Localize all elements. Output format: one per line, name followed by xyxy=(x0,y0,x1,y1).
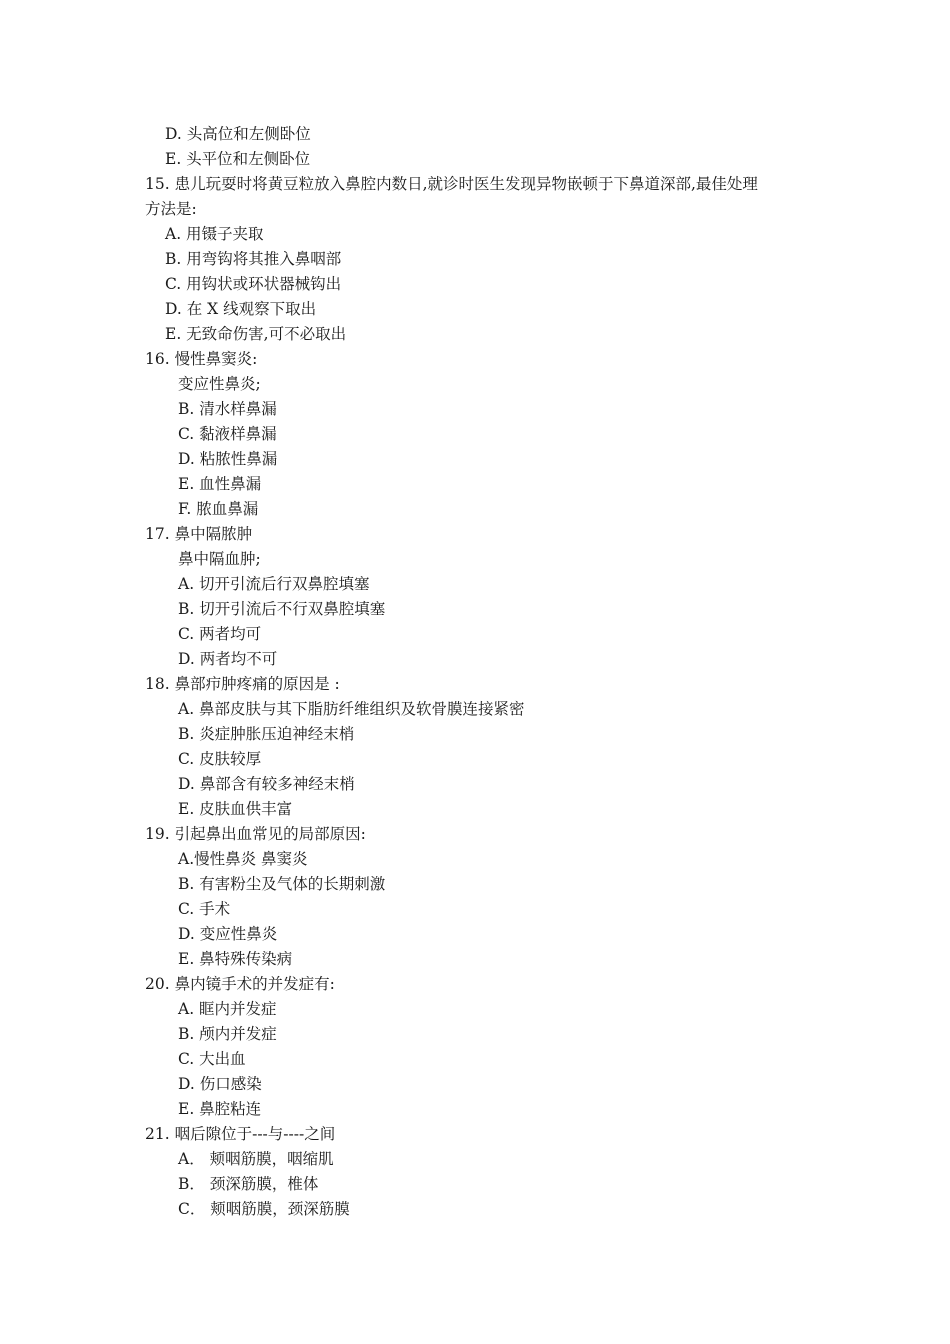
option-line: E. 血性鼻漏 xyxy=(178,475,262,493)
option-line: B. 有害粉尘及气体的长期刺激 xyxy=(178,875,386,893)
option-line: B. 用弯钩将其推入鼻咽部 xyxy=(165,250,342,268)
option-line: E. 头平位和左侧卧位 xyxy=(165,150,311,168)
option-line: A. 眶内并发症 xyxy=(178,1000,277,1018)
question-line: 21. 咽后隙位于---与----之间 xyxy=(145,1125,336,1143)
option-line: A. 鼻部皮肤与其下脂肪纤维组织及软骨膜连接紧密 xyxy=(178,700,525,718)
option-line: E. 鼻腔粘连 xyxy=(178,1100,262,1118)
option-line: B. 切开引流后不行双鼻腔填塞 xyxy=(178,600,386,618)
question-line: 19. 引起鼻出血常见的局部原因: xyxy=(145,825,366,843)
option-line: C. 手术 xyxy=(178,900,231,918)
option-line: C. 两者均可 xyxy=(178,625,262,643)
question-line: 20. 鼻内镜手术的并发症有: xyxy=(145,975,335,993)
option-line: D. 在 X 线观察下取出 xyxy=(165,300,317,318)
option-line: E. 鼻特殊传染病 xyxy=(178,950,293,968)
option-line: A.慢性鼻炎 鼻窦炎 xyxy=(178,850,308,868)
option-line: A. 用镊子夹取 xyxy=(165,225,264,243)
option-line: A. 切开引流后行双鼻腔填塞 xyxy=(178,575,370,593)
option-line: D. 变应性鼻炎 xyxy=(178,925,278,943)
option-line: B. 颅内并发症 xyxy=(178,1025,277,1043)
question-line: 15. 患儿玩耍时将黄豆粒放入鼻腔内数日,就诊时医生发现异物嵌顿于下鼻道深部,最佳处理 xyxy=(145,175,758,193)
question-line: 18. 鼻部疖肿疼痛的原因是 : xyxy=(145,675,340,693)
option-line: B. 清水样鼻漏 xyxy=(178,400,277,418)
option-line: C． 颊咽筋膜，颈深筋膜 xyxy=(178,1200,350,1218)
option-line: F. 脓血鼻漏 xyxy=(178,500,259,518)
option-line: A． 颊咽筋膜，咽缩肌 xyxy=(178,1150,334,1168)
option-line: 变应性鼻炎; xyxy=(178,375,261,393)
option-line: D. 粘脓性鼻漏 xyxy=(178,450,278,468)
option-line: C. 黏液样鼻漏 xyxy=(178,425,277,443)
option-line: E. 无致命伤害,可不必取出 xyxy=(165,325,347,343)
document-page xyxy=(0,122,950,1222)
option-line: D. 两者均不可 xyxy=(178,650,278,668)
option-line: C. 用钩状或环状器械钩出 xyxy=(165,275,342,293)
question-line: 16. 慢性鼻窦炎: xyxy=(145,350,258,368)
option-line: E. 皮肤血供丰富 xyxy=(178,800,293,818)
option-line: C. 皮肤较厚 xyxy=(178,750,262,768)
option-line: 鼻中隔血肿; xyxy=(178,550,261,568)
question-continuation: 方法是: xyxy=(145,200,197,218)
option-line: B． 颈深筋膜，椎体 xyxy=(178,1175,319,1193)
option-line: D. 鼻部含有较多神经末梢 xyxy=(178,775,355,793)
option-line: D. 头高位和左侧卧位 xyxy=(165,125,311,143)
question-line: 17. 鼻中隔脓肿 xyxy=(145,525,253,543)
option-line: D. 伤口感染 xyxy=(178,1075,262,1093)
option-line: B. 炎症肿胀压迫神经末梢 xyxy=(178,725,355,743)
option-line: C. 大出血 xyxy=(178,1050,246,1068)
